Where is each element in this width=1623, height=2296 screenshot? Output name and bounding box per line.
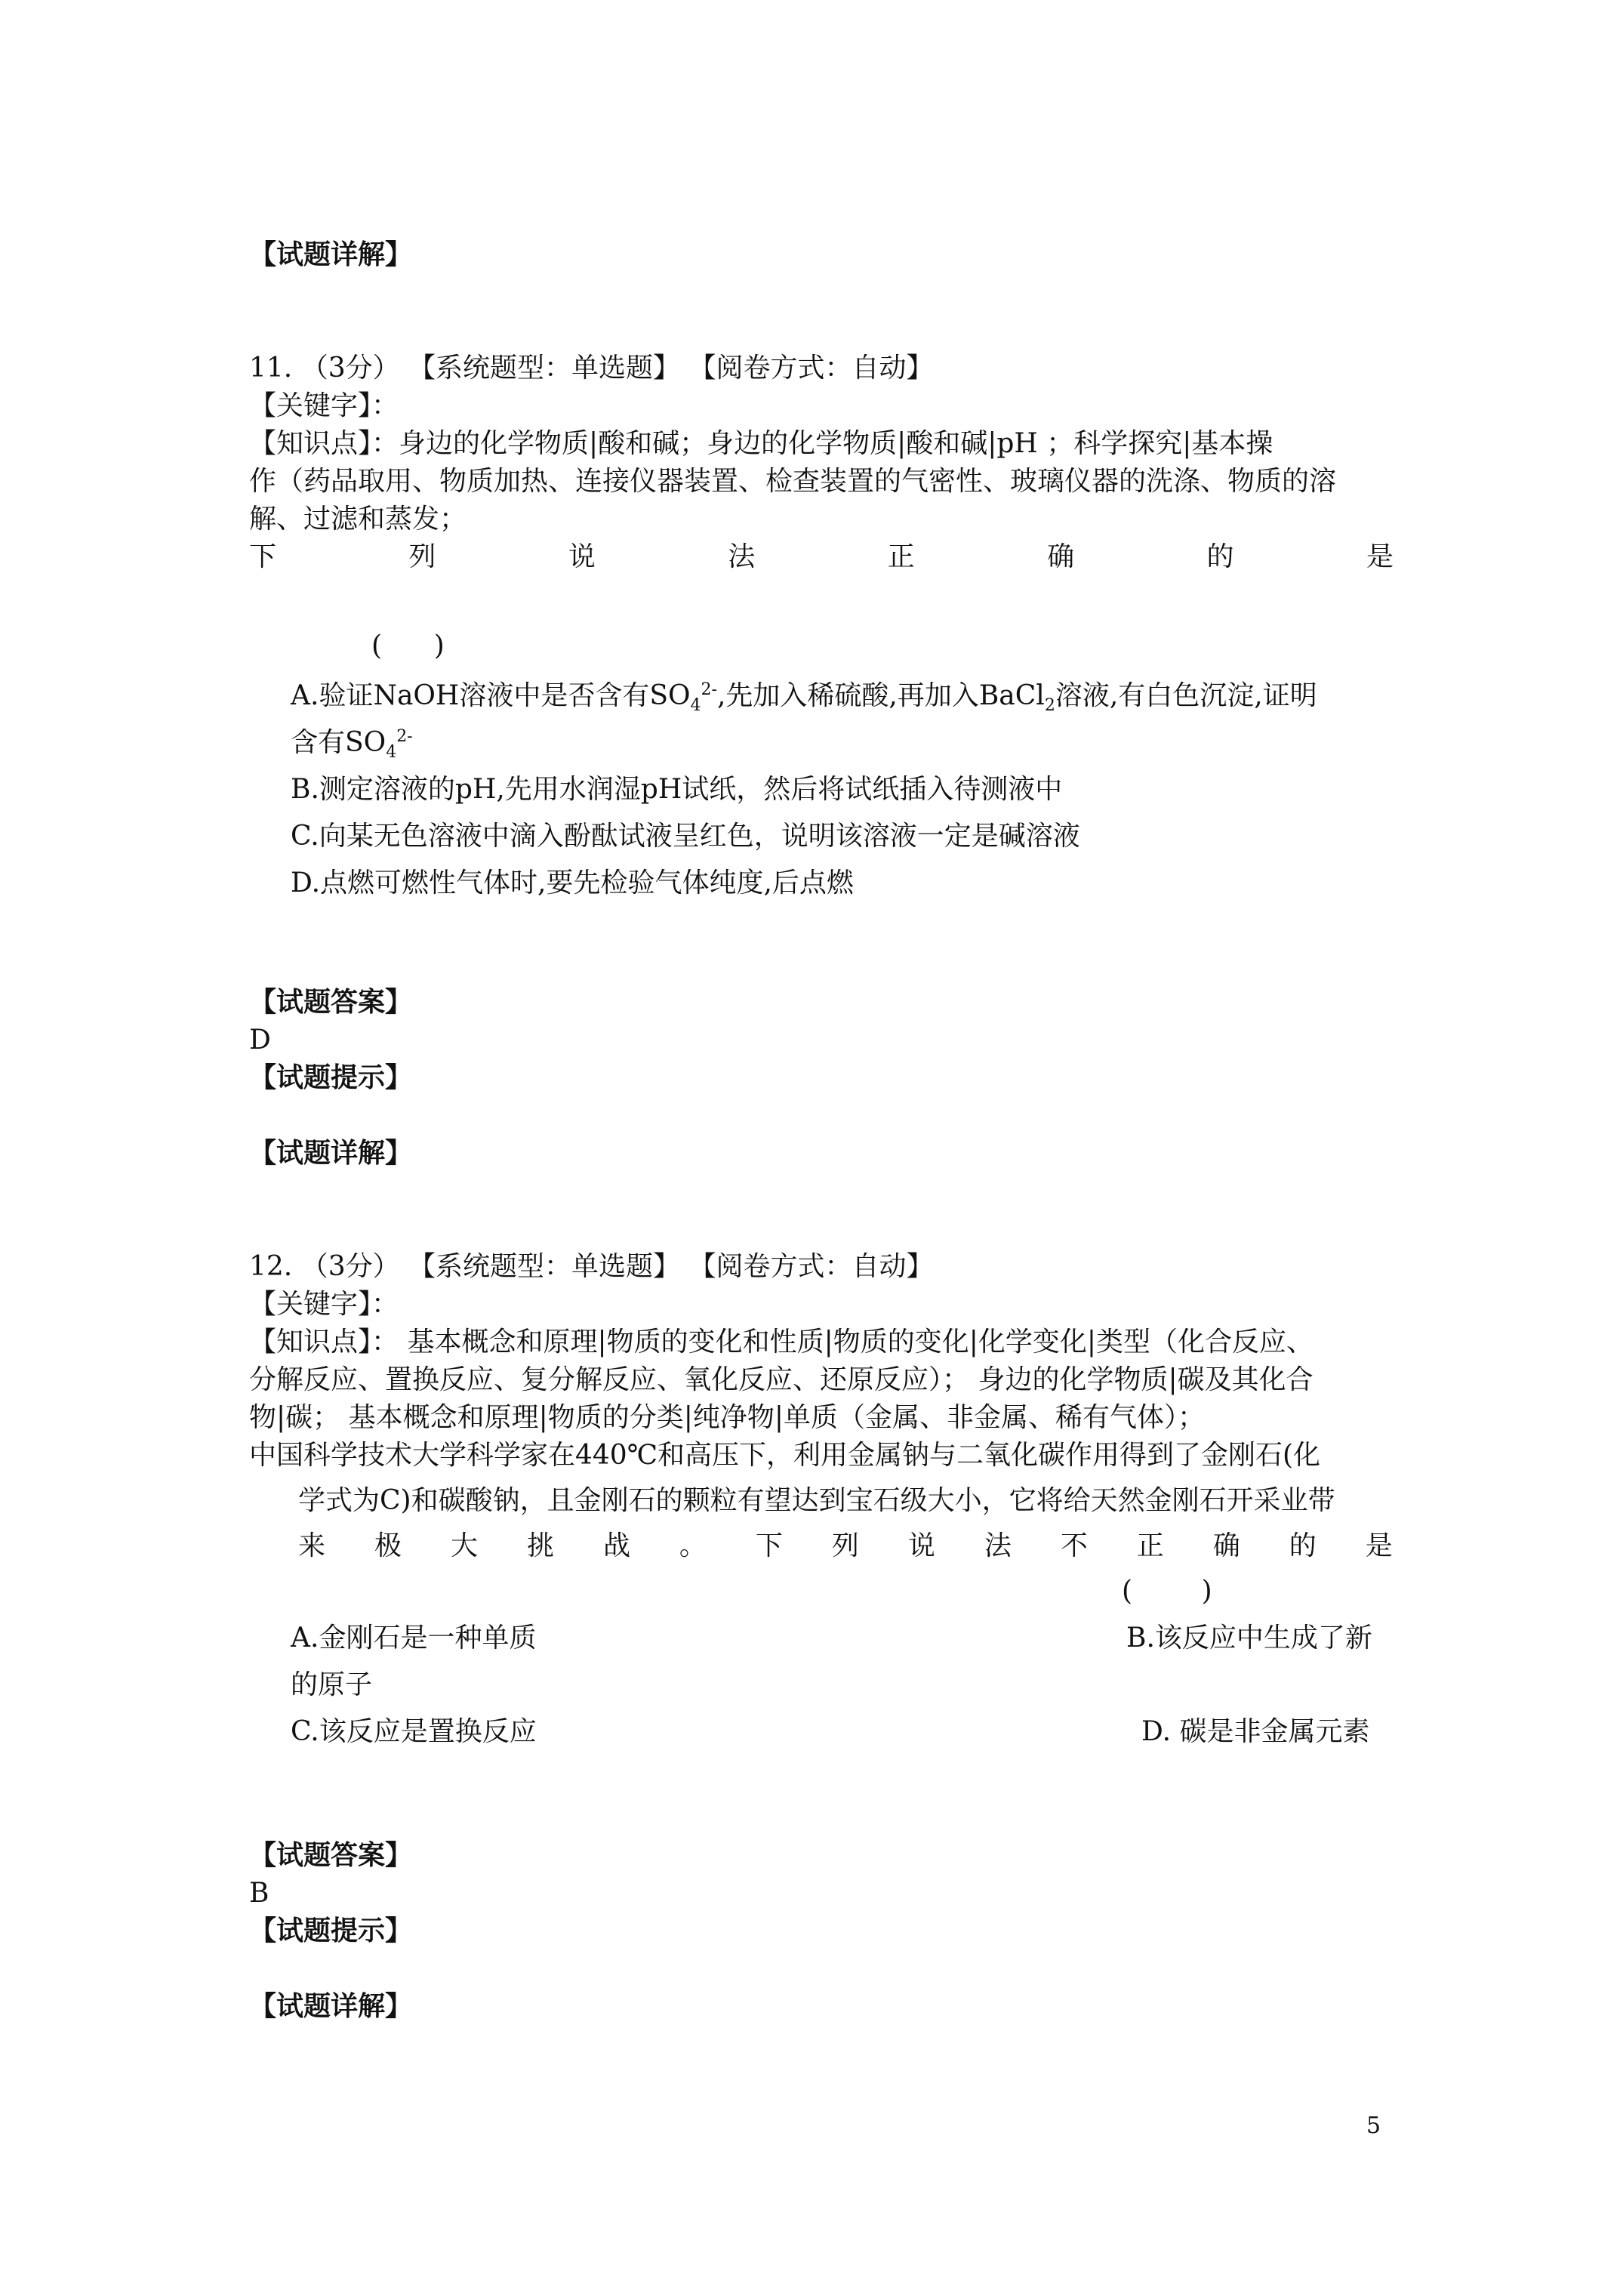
q11-option-b: B.测定溶液的pH,先用水润湿pH试纸，然后将试纸插入待测液中 [291, 774, 1063, 805]
q12-stem-line-2: 学式为C)和碳酸钠，且金刚石的颗粒有望达到宝石级大小，它将给天然金刚石开采业带 [298, 1485, 1335, 1516]
q11-knowledge-line-1: 【知识点】：身边的化学物质|酸和碱；身边的化学物质|酸和碱|pH ；科学探究|基本操 [249, 428, 1273, 459]
q11-answer: D [249, 1025, 271, 1056]
q11-answer-label: 【试题答案】 [249, 987, 413, 1018]
q12-knowledge-line-2: 分解反应、置换反应、复分解反应、氧化反应、还原反应）； 身边的化学物质|碳及其化合 [249, 1364, 1313, 1395]
q12-knowledge-line-1: 【知识点】： 基本概念和原理|物质的变化和性质|物质的变化|化学变化|类型（化合反应、 [249, 1327, 1313, 1358]
q11-keywords: 【关键字】： [249, 390, 399, 421]
q12-answer: B [249, 1878, 269, 1909]
q11-detail-label: 【试题详解】 [249, 1138, 413, 1169]
q11-option-d: D.点燃可燃性气体时,要先检验气体纯度,后点燃 [291, 868, 854, 898]
q12-option-c: C.该反应是置换反应 [291, 1716, 537, 1747]
q12-option-b: B.该反应中生成了新 [1126, 1623, 1372, 1653]
q12-stem-line-1: 中国科学技术大学科学家在440℃和高压下，利用金属钠与二氧化碳作用得到了金刚石(化 [249, 1440, 1321, 1471]
q11-knowledge-line-2: 作（药品取用、物质加热、连接仪器装置、检查装置的气密性、玻璃仪器的洗涤、物质的溶 [249, 466, 1337, 497]
q12-knowledge-line-3: 物|碳； 基本概念和原理|物质的分类|纯净物|单质（金属、非金属、稀有气体）； [249, 1402, 1205, 1433]
q12-answer-label: 【试题答案】 [249, 1840, 413, 1871]
q12-header: 12. （3分） 【系统题型：单选题】 【阅卷方式：自动】 [249, 1251, 934, 1282]
q11-option-a-cont: 含有$SO_4^{2-}$ [291, 727, 413, 763]
q11-knowledge-line-3: 解、过滤和蒸发； [249, 504, 467, 535]
q12-option-b-cont: 的原子 [291, 1669, 373, 1700]
detail-label: 【试题详解】 [249, 239, 413, 270]
q12-keywords: 【关键字】： [249, 1289, 399, 1320]
q11-option-a: A.验证NaOH溶液中是否含有$SO_4^{2-}$,先加入稀硫酸,再加入BaCl$_2$溶液,有白色沉淀,证明 [291, 680, 1317, 716]
q12-hint-label: 【试题提示】 [249, 1915, 413, 1946]
page-number: 5 [1366, 2113, 1381, 2139]
q11-stem: 下 列 说 法 正 确 的 是 [249, 541, 1394, 572]
q11-option-c: C.向某无色溶液中滴入酚酞试液呈红色，说明该溶液一定是碱溶液 [291, 821, 1080, 852]
q11-hint-label: 【试题提示】 [249, 1062, 413, 1093]
q11-answer-paren: ( ) [371, 630, 445, 661]
q12-option-d: D. 碳是非金属元素 [1141, 1716, 1370, 1747]
q12-detail-label: 【试题详解】 [249, 1991, 413, 2022]
q11-header: 11. （3分） 【系统题型：单选题】 【阅卷方式：自动】 [249, 353, 934, 384]
q12-answer-paren: ( ) [1122, 1576, 1212, 1607]
q12-stem-line-3: 来 极 大 挑 战 。 下 列 说 法 不 正 确 的 是 [298, 1530, 1393, 1561]
q12-option-a: A.金刚石是一种单质 [291, 1623, 537, 1653]
